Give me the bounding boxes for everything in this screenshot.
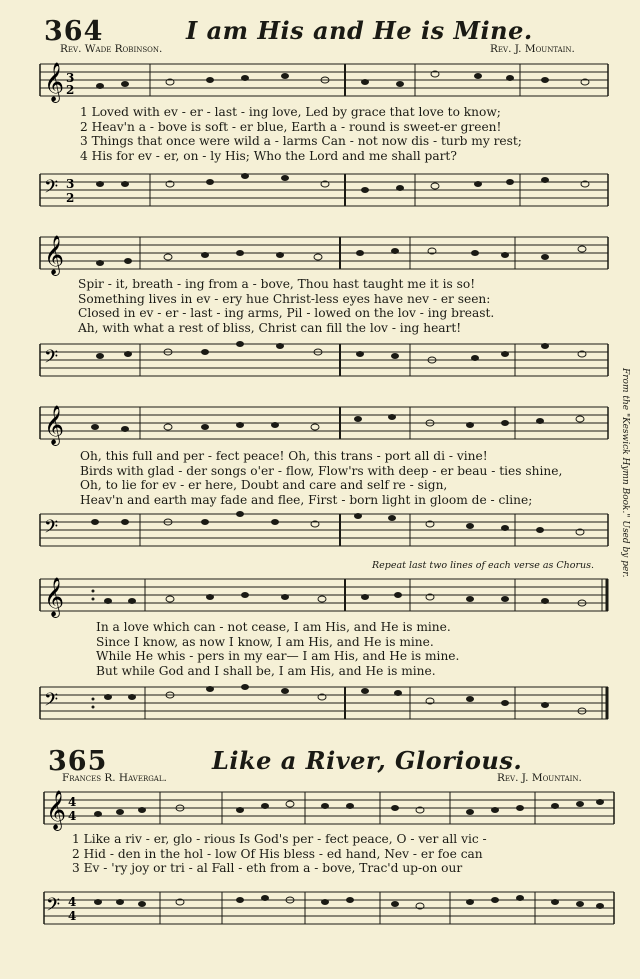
verse-text: Oh, to lie for ev - er here, Doubt and care and self re - sign, [80,478,448,492]
staff-364-sys1-treble [0,60,640,110]
verse-text: 3 Ev - 'ry joy or tri - al Fall - eth from a - bove, Trac'd up-on our [72,861,463,875]
staff-365-sys1-bass [0,888,640,933]
svg-text:2: 2 [66,83,75,97]
hymn-365-composer: Rev. J. Mountain. [497,772,582,784]
copyright-side-note: From the "Keswick Hymn Book." Used by per. [620,368,630,578]
hymn-365-number: 365 [48,746,108,777]
svg-text:𝄢: 𝄢 [46,895,61,920]
verse-text: Since I know, as now I know, I am His, and He is mine. [96,634,434,649]
verse-text: 1 Loved with ev - er - last - ing love, Led by grace that love to know; [80,105,501,119]
staff-364-sys4-treble [0,575,640,625]
staff-365-sys1-treble [0,788,640,838]
svg-text:𝄢: 𝄢 [44,347,59,372]
verse-text: Birds with glad - der songs o'er - flow, Flow'rs with deep - er beau - ties shine, [80,463,563,478]
verse-text: 1 Like a riv - er, glo - rious Is God's per - fect peace, O - ver all vic - [72,832,487,846]
verse-text: 2 Hid - den in the hol - low Of His bless - ed hand, Nev - er foe can [72,846,483,861]
verse-text: Heav'n and earth may fade and flee, First - born light in gloom de - cline; [80,492,533,507]
hymn-364-verses-line3 [80,449,562,507]
staff-364-sys4-bass [0,683,640,728]
hymn-365-title: Like a River, Glorious. [212,746,523,775]
hymn-365-verses-line1 [72,832,487,876]
staff-364-sys3-bass [0,510,640,555]
svg-text:4: 4 [68,895,77,909]
chorus-note: Repeat last two lines of each verse as Chorus. [372,560,595,571]
svg-text:𝄢: 𝄢 [44,517,59,542]
hymn-364-lyricist: Rev. Wade Robinson. [60,43,163,55]
hymn-365-lyricist: Frances R. Havergal. [62,772,167,784]
verse-text: 4 His for ev - er, on - ly His; Who the Lord and me shall part? [80,148,457,163]
verse-text: Spir - it, breath - ing from a - bove, Thou hast taught me it is so! [78,277,476,291]
svg-text:4: 4 [68,795,77,809]
hymn-364-verses-line2 [78,277,494,335]
staff-364-sys2-bass [0,340,640,385]
verse-text: 3 Things that once were wild a - larms Can - not now dis - turb my rest; [80,134,522,148]
svg-text:𝄞: 𝄞 [44,62,65,102]
svg-text:3: 3 [66,71,75,85]
svg-text:4: 4 [68,809,77,823]
hymn-364-number: 364 [44,16,104,47]
staff-364-sys2-treble [0,233,640,283]
svg-text:𝄢: 𝄢 [44,177,59,202]
verse-text: Oh, this full and per - fect peace! Oh, this trans - port all di - vine! [80,449,488,463]
svg-text:𝄞: 𝄞 [44,235,65,275]
svg-text:𝄢: 𝄢 [44,690,59,715]
hymn-364-composer: Rev. J. Mountain. [490,43,575,55]
verse-text: Closed in ev - er - last - ing arms, Pil - lowed on the lov - ing breast. [78,306,495,320]
verse-text: Something lives in ev - ery hue Christ-less eyes have nev - er seen: [78,291,491,306]
staff-364-sys1-bass [0,170,640,215]
svg-text:𝄞: 𝄞 [46,790,67,830]
verse-text: In a love which can - not cease, I am His, and He is mine. [96,620,451,634]
hymn-364-title: I am His and He is Mine. [186,16,533,45]
hymn-364-verses-line4 [96,620,459,678]
verse-text: But while God and I shall be, I am His, and He is mine. [96,663,436,678]
svg-text:2: 2 [66,191,75,205]
svg-text:𝄞: 𝄞 [44,577,65,617]
svg-text:4: 4 [68,909,77,923]
svg-text:𝄞: 𝄞 [44,405,65,445]
verse-text: 2 Heav'n a - bove is soft - er blue, Earth a - round is sweet-er green! [80,119,502,134]
hymn-364-verses-line1 [80,105,522,163]
svg-text:3: 3 [66,177,75,191]
staff-364-sys3-treble [0,403,640,453]
verse-text: While He whis - pers in my ear— I am His, and He is mine. [96,649,460,663]
verse-text: Ah, with what a rest of bliss, Christ can fill the lov - ing heart! [78,320,462,335]
